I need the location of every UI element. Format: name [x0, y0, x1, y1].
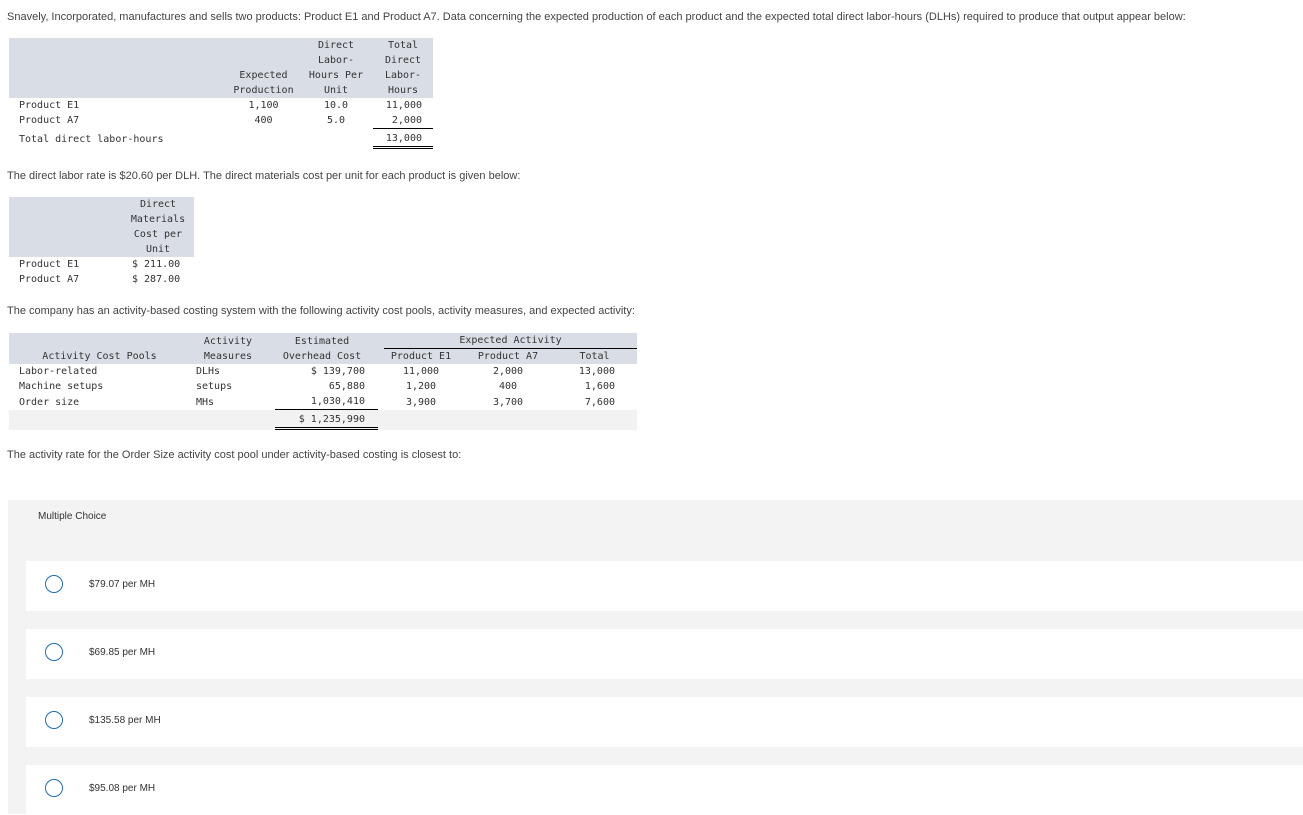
header-product-e1: Product E1 [390, 351, 452, 362]
header-expected-production: Expected Production [233, 70, 294, 96]
radio-button-icon[interactable] [45, 711, 63, 729]
question-text: The activity rate for the Order Size activity cost pool under activity-based costing is closest to: [7, 449, 462, 461]
answer-option-label: $79.07 per MH [89, 579, 156, 590]
materials-table-header [9, 197, 194, 257]
answer-option-4[interactable] [26, 765, 1303, 815]
answer-option-label: $135.58 per MH [89, 715, 161, 726]
table-row: Product E1 $ 211.00 [19, 259, 181, 270]
table-row: Labor-related DLHs $ 139,700 11,000 2,000 13,000 [19, 366, 615, 377]
header-direct-materials: Direct Materials Cost per Unit [130, 199, 186, 255]
table-row: Product A7 400 5.0 2,000 [9, 113, 433, 129]
table-row: Product E1 1,100 10.0 11,000 [19, 100, 422, 111]
answer-option-label: $69.85 per MH [89, 647, 156, 658]
header-product-a7: Product A7 [477, 351, 539, 362]
header-dl-hours-per-unit: Direct Labor- Hours Per Unit [308, 40, 364, 96]
table-row: Machine setups setups 65,880 1,200 400 1,600 [19, 381, 615, 392]
header-total: Total [579, 351, 610, 362]
radio-button-icon[interactable] [45, 779, 63, 797]
radio-button-icon[interactable] [45, 575, 63, 593]
header-activity-cost-pools: Activity Cost Pools [42, 351, 157, 362]
answer-option-2[interactable] [26, 629, 1303, 679]
intro-paragraph-2: The direct labor rate is $20.60 per DLH. The direct materials cost per unit for each product is given below: [7, 170, 521, 182]
intro-paragraph-1: Snavely, Incorporated, manufactures and sells two products: Product E1 and Product A7. Data concerning the expected production of each product and the expected total direct labor-hours (DLHs) required to produce that output appear below: [7, 11, 1186, 23]
answer-option-3[interactable] [26, 697, 1303, 747]
multiple-choice-panel [8, 500, 1303, 814]
answer-option-label: $95.08 per MH [89, 783, 156, 794]
table-row: Order size MHs 1,030,410 3,900 3,700 7,600 [9, 394, 637, 410]
production-table [9, 38, 433, 149]
table-row: Product A7 $ 287.00 [19, 274, 181, 285]
intro-paragraph-3: The company has an activity-based costing system with the following activity cost pools, activity measures, and expected activity: [7, 305, 635, 317]
activity-table [9, 333, 637, 430]
activity-table-header-1: Activity Estimated Expected Activity [9, 333, 637, 349]
header-total-dlh: Total Direct Labor- Hours [384, 40, 422, 96]
radio-button-icon[interactable] [45, 643, 63, 661]
multiple-choice-title: Multiple Choice [38, 511, 107, 522]
materials-table [9, 197, 194, 287]
activity-table-header-2: Activity Cost Pools Measures Overhead Cost Product E1 Product A7 Total [9, 349, 637, 364]
table-total-row: Total direct labor-hours 13,000 [9, 129, 433, 148]
activity-table-total-row: $ 1,235,990 [9, 410, 637, 430]
production-table-header [9, 38, 433, 98]
header-expected-activity: Expected Activity [384, 333, 637, 349]
answer-option-1[interactable] [26, 561, 1303, 611]
